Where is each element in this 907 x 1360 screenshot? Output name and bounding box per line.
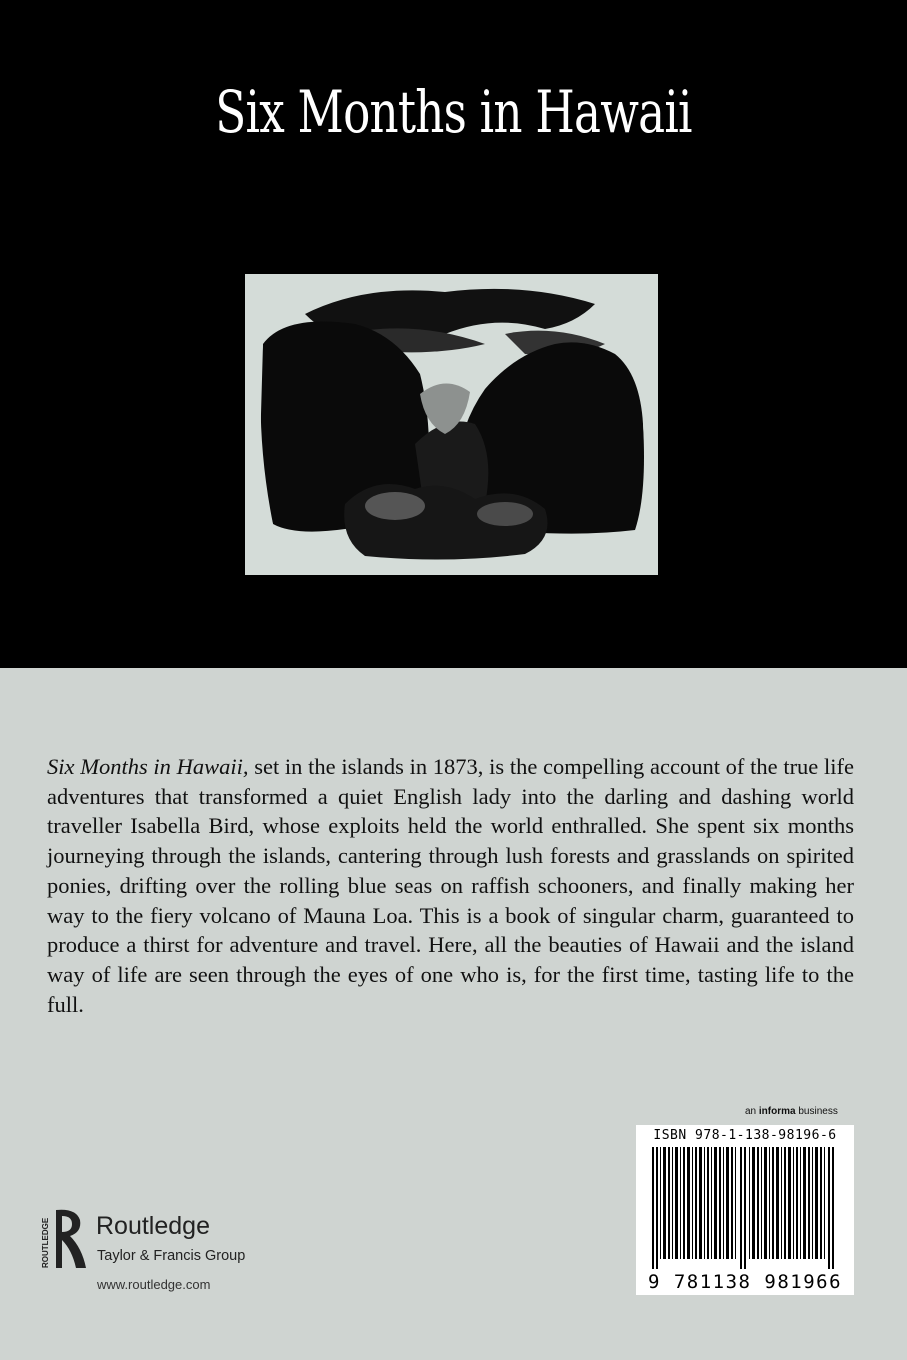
book-title: Six Months in Hawaii <box>215 78 692 146</box>
isbn-label: ISBN 978-1-138-98196-6 <box>653 1128 837 1143</box>
blurb-paragraph <box>47 752 854 1019</box>
engraving-landscape-image <box>245 274 658 575</box>
informa-brand: informa <box>758 1106 796 1117</box>
informa-tagline <box>745 1106 838 1117</box>
logo-vertical-text: ROUTLEDGE <box>41 1217 50 1268</box>
cover-illustration <box>245 274 658 575</box>
publisher-url[interactable]: www.routledge.com <box>97 1277 211 1292</box>
blurb-italic-title: Six Months in Hawaii, <box>47 754 249 779</box>
barcode-number: 9 781138 981966 <box>647 1271 843 1293</box>
publisher-group: Taylor & Francis Group <box>97 1248 246 1264</box>
barcode-bars-graphic <box>644 1147 846 1269</box>
informa-prefix: an <box>745 1106 759 1117</box>
routledge-logo <box>42 1208 92 1270</box>
isbn-barcode <box>636 1125 854 1295</box>
informa-suffix: business <box>795 1106 838 1117</box>
blurb-text: set in the islands in 1873, is the compelling account of the true life adventures that transformed a quiet English lady into the darling and dashing world traveller Isabella Bird, whose exploits held the world enthralled. She spent six months journeying through the islands, cantering through lush forests and grasslands on spirited ponies, drifting over the rolling blue seas on raffish schooners, and finally making her way to the fiery volcano of Mauna Loa. This is a book of singular charm, guaranteed to produce a thirst for adventure and travel. Here, all the beauties of Hawaii and the island way of life are seen through the eyes of one who is, for the first time, tasting life to the full. <box>47 754 854 1017</box>
publisher-name: Routledge <box>96 1212 210 1240</box>
